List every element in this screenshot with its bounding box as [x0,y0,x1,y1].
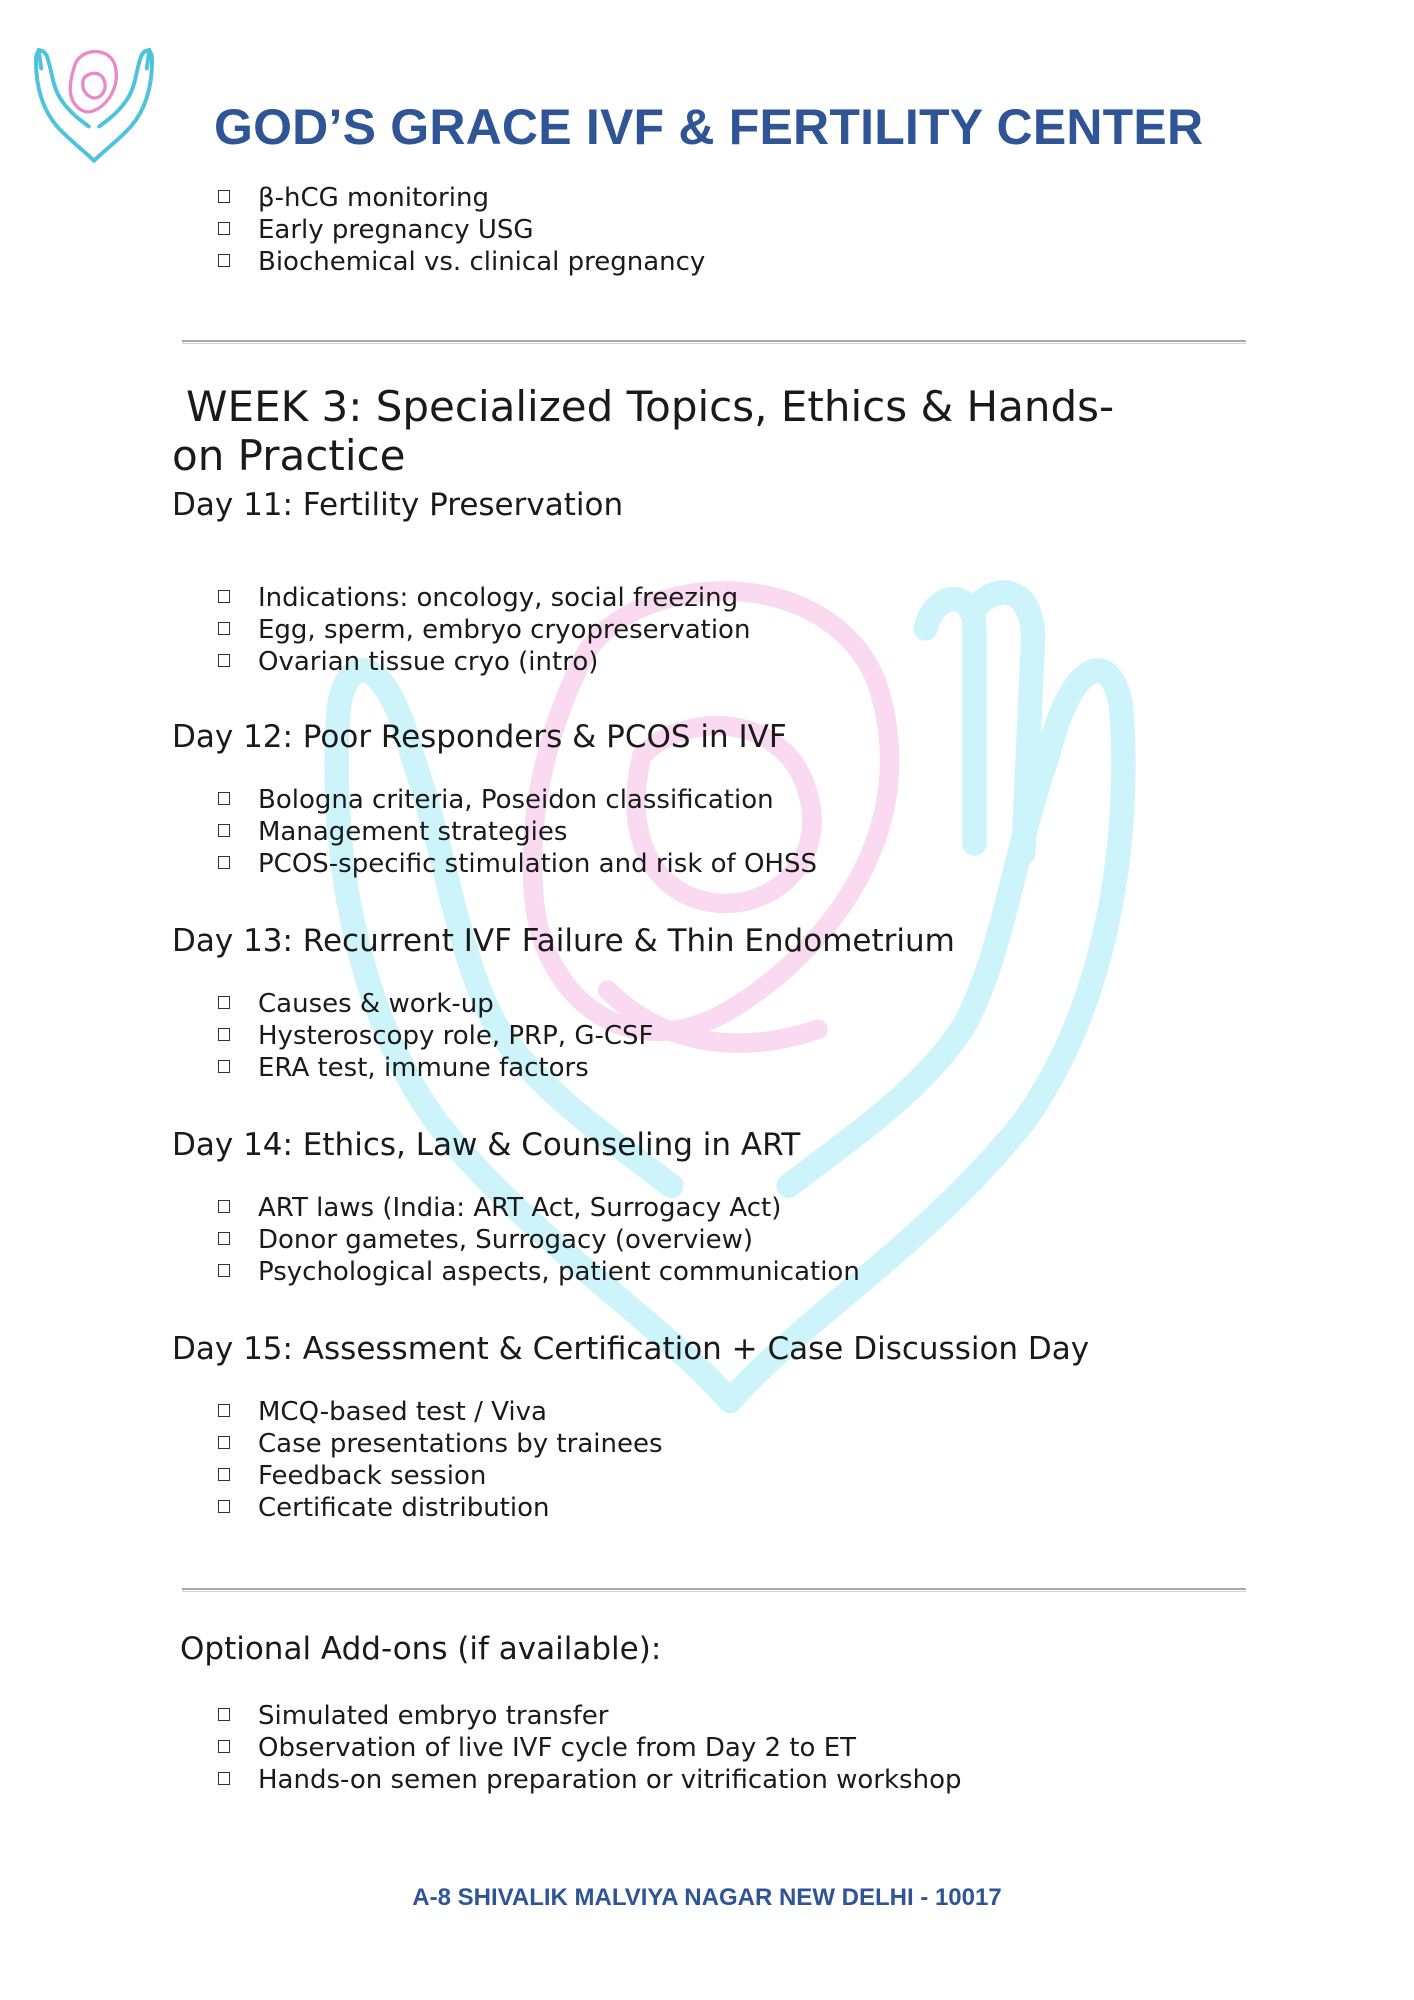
checkbox-square-icon [218,1200,230,1213]
clinic-name: GOD’S GRACE IVF & FERTILITY CENTER [214,99,1204,155]
list-item: ERA test, immune factors [218,1052,653,1084]
day-heading: Day 11: Fertility Preservation [172,487,624,523]
checkbox-square-icon [218,1772,230,1785]
day-topic-list [218,1192,860,1288]
checkbox-square-icon [218,590,230,603]
day-topic-list [218,988,653,1084]
checkbox-square-icon [218,654,230,667]
checkbox-square-icon [218,1708,230,1721]
section-divider [182,340,1246,344]
day-topic-list [218,1396,663,1524]
checkbox-square-icon [218,1500,230,1513]
list-item: Feedback session [218,1460,663,1492]
day-topic-list [218,582,750,678]
list-item: Early pregnancy USG [218,214,705,246]
list-item: Hysteroscopy role, PRP, G-CSF [218,1020,653,1052]
list-item: Bologna criteria, Poseidon classification [218,784,817,816]
day-heading: Day 12: Poor Responders & PCOS in IVF [172,719,787,755]
checkbox-square-icon [218,622,230,635]
list-item: Biochemical vs. clinical pregnancy [218,246,705,278]
checkbox-square-icon [218,1436,230,1449]
list-item: Hands-on semen preparation or vitrification workshop [218,1764,962,1796]
list-item: Certificate distribution [218,1492,663,1524]
checkbox-square-icon [218,1232,230,1245]
list-item: Egg, sperm, embryo cryopreservation [218,614,750,646]
list-item: Case presentations by trainees [218,1428,663,1460]
checkbox-square-icon [218,792,230,805]
checkbox-square-icon [218,1740,230,1753]
checkbox-square-icon [218,254,230,267]
list-item: Ovarian tissue cryo (intro) [218,646,750,678]
footer-address: A-8 SHIVALIK MALVIYA NAGAR NEW DELHI - 10017 [412,1884,1002,1911]
list-item: ART laws (India: ART Act, Surrogacy Act) [218,1192,860,1224]
list-item: PCOS-specific stimulation and risk of OHSS [218,848,817,880]
checkbox-square-icon [218,222,230,235]
list-item: Indications: oncology, social freezing [218,582,750,614]
list-item: Simulated embryo transfer [218,1700,962,1732]
list-item: Observation of live IVF cycle from Day 2 to ET [218,1732,962,1764]
day-heading: Day 14: Ethics, Law & Counseling in ART [172,1127,801,1163]
list-item: β-hCG monitoring [218,182,705,214]
list-item: Donor gametes, Surrogacy (overview) [218,1224,860,1256]
day-heading: Day 15: Assessment & Certification + Case Discussion Day [172,1331,1090,1367]
checkbox-square-icon [218,824,230,837]
checkbox-square-icon [218,190,230,203]
week-title: WEEK 3: Specialized Topics, Ethics & Hands-on Practice [172,382,1115,480]
checkbox-square-icon [218,1028,230,1041]
addons-list [218,1700,962,1796]
checkbox-square-icon [218,996,230,1009]
checkbox-square-icon [218,1468,230,1481]
checkbox-square-icon [218,1060,230,1073]
hands-mother-baby-logo-icon [28,42,160,166]
day-topic-list [218,784,817,880]
checkbox-square-icon [218,1404,230,1417]
list-item: Causes & work-up [218,988,653,1020]
section-divider [182,1588,1246,1592]
checkbox-square-icon [218,856,230,869]
addons-heading: Optional Add-ons (if available): [180,1631,662,1667]
list-item: Psychological aspects, patient communication [218,1256,860,1288]
carryover-list [218,182,705,278]
list-item: MCQ-based test / Viva [218,1396,663,1428]
day-heading: Day 13: Recurrent IVF Failure & Thin Endometrium [172,923,955,959]
list-item: Management strategies [218,816,817,848]
checkbox-square-icon [218,1264,230,1277]
